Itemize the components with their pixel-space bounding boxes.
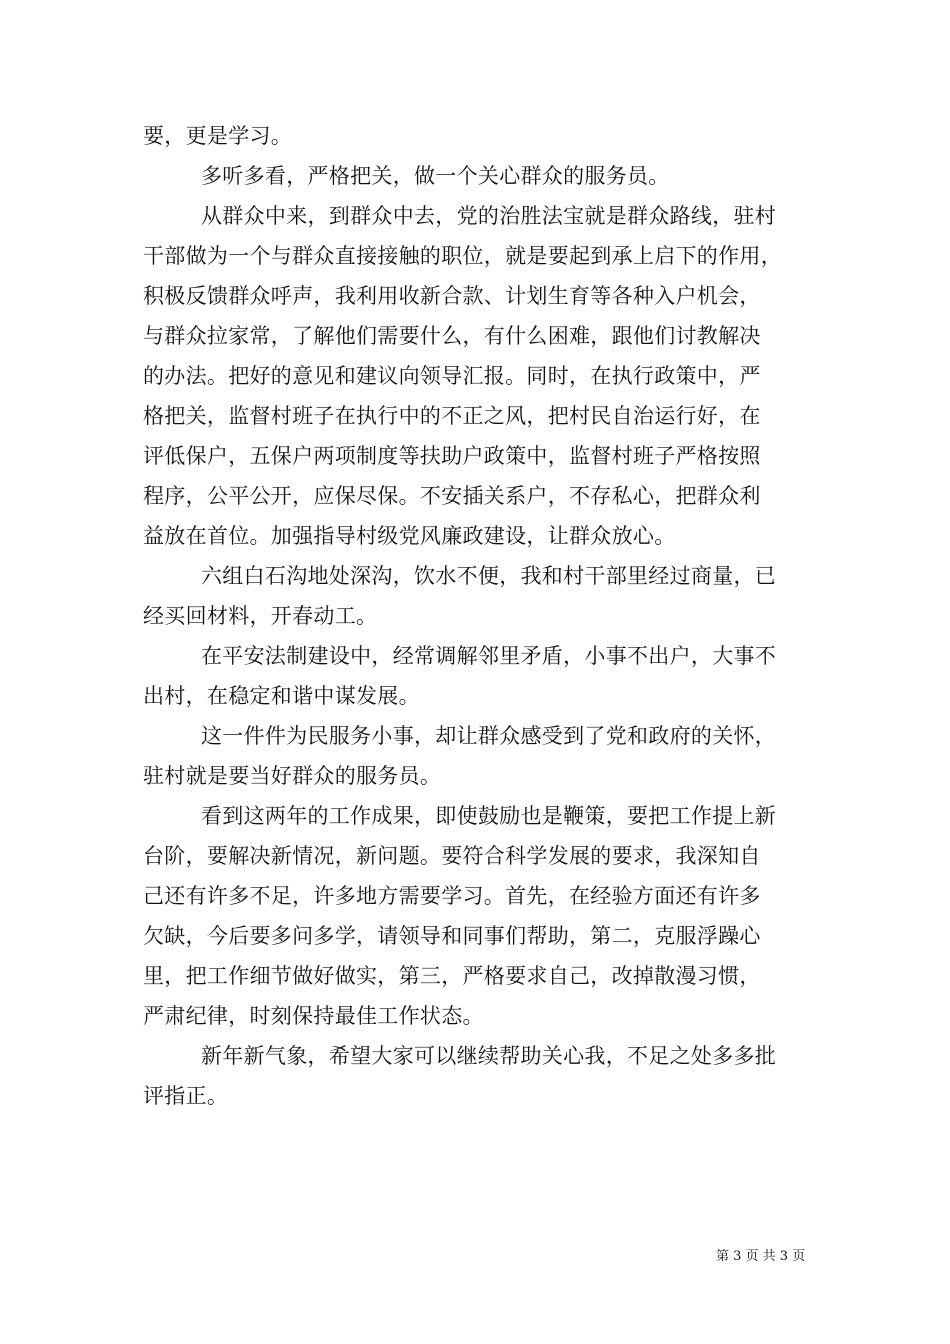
text-line: 新年新气象，希望大家可以继续帮助关心我，不足之处多多批 [201, 1044, 777, 1068]
text-line: 格把关，监督村班子在执行中的不正之风，把村民自治运行好，在 [143, 404, 761, 428]
text-line: 与群众拉家常，了解他们需要什么，有什么困难，跟他们讨教解决 [143, 324, 761, 348]
text-line: 干部做为一个与群众直接接触的职位，就是要起到承上启下的作用， [143, 244, 782, 268]
text-line: 里，把工作细节做好做实，第三，严格要求自己，改掉散漫习惯， [143, 964, 761, 988]
text-line: 从群众中来，到群众中去，党的治胜法宝就是群众路线，驻村 [201, 204, 777, 228]
document-body [143, 116, 813, 1116]
text-line: 的办法。把好的意见和建议向领导汇报。同时，在执行政策中，严 [143, 364, 761, 388]
text-line: 评指正。 [143, 1084, 229, 1108]
text-line: 出村，在稳定和谐中谋发展。 [143, 684, 420, 708]
text-line: 己还有许多不足，许多地方需要学习。首先，在经验方面还有许多 [143, 884, 761, 908]
text-line: 在平安法制建设中，经常调解邻里矛盾，小事不出户，大事不 [201, 644, 777, 668]
text-line: 欠缺，今后要多问多学，请领导和同事们帮助，第二，克服浮躁心 [143, 924, 761, 948]
text-line: 益放在首位。加强指导村级党风廉政建设，让群众放心。 [143, 524, 676, 548]
text-line: 这一件件为民服务小事，却让群众感受到了党和政府的关怀， [201, 724, 777, 748]
text-line: 积极反馈群众呼声，我利用收新合款、计划生育等各种入户机会， [143, 284, 761, 308]
text-line: 经买回材料，开春动工。 [143, 604, 378, 628]
page-number: 第 3 页 共 3 页 [716, 1249, 806, 1264]
text-line: 多听多看，严格把关，做一个关心群众的服务员。 [201, 164, 670, 188]
text-line: 评低保户，五保户两项制度等扶助户政策中，监督村班子严格按照 [143, 444, 761, 468]
text-line: 严肃纪律，时刻保持最佳工作状态。 [143, 1004, 484, 1028]
text-line: 要，更是学习。 [143, 124, 293, 148]
text-line: 看到这两年的工作成果，即使鼓励也是鞭策，要把工作提上新 [201, 804, 777, 828]
text-line: 六组白石沟地处深沟，饮水不便，我和村干部里经过商量，已 [201, 564, 777, 588]
text-line: 台阶，要解决新情况，新问题。要符合科学发展的要求，我深知自 [143, 844, 761, 868]
text-line: 驻村就是要当好群众的服务员。 [143, 764, 442, 788]
text-line: 程序，公平公开，应保尽保。不安插关系户，不存私心，把群众利 [143, 484, 761, 508]
